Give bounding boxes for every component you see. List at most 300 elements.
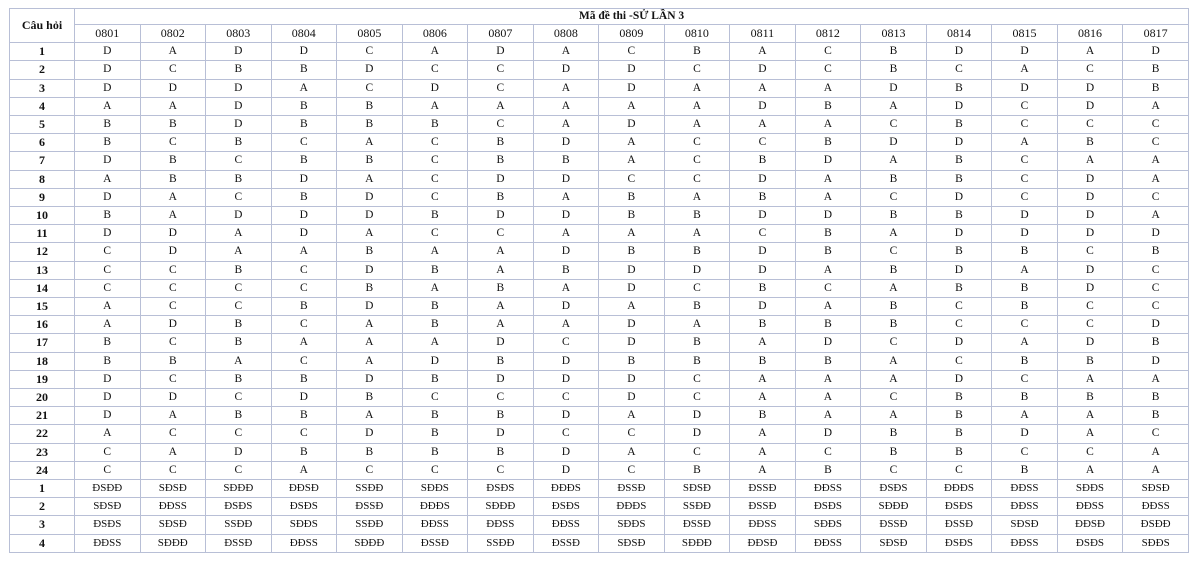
answer-cell: ĐĐĐS bbox=[599, 498, 665, 516]
answer-cell: C bbox=[206, 279, 272, 297]
answer-cell: A bbox=[75, 170, 141, 188]
answer-cell: C bbox=[599, 43, 665, 61]
answer-cell: ĐSSĐ bbox=[533, 534, 599, 552]
answer-cell: C bbox=[337, 461, 403, 479]
answer-cell: A bbox=[664, 188, 730, 206]
answer-cell: B bbox=[861, 170, 927, 188]
answer-cell: B bbox=[468, 443, 534, 461]
answer-cell: C bbox=[533, 334, 599, 352]
answer-cell: A bbox=[206, 352, 272, 370]
answer-cell: D bbox=[271, 207, 337, 225]
answer-cell: C bbox=[271, 352, 337, 370]
answer-cell: D bbox=[730, 243, 796, 261]
answer-cell: C bbox=[730, 134, 796, 152]
answer-cell: C bbox=[664, 134, 730, 152]
answer-cell: C bbox=[271, 425, 337, 443]
answer-cell: C bbox=[664, 61, 730, 79]
answer-cell: C bbox=[1123, 188, 1189, 206]
answer-cell: D bbox=[1057, 79, 1123, 97]
answer-cell: B bbox=[75, 116, 141, 134]
answer-cell: ĐĐSS bbox=[1123, 498, 1189, 516]
answer-cell: C bbox=[992, 170, 1058, 188]
answer-cell: D bbox=[599, 370, 665, 388]
question-number: 6 bbox=[10, 134, 75, 152]
answer-cell: B bbox=[992, 279, 1058, 297]
true-false-row bbox=[10, 516, 1189, 534]
answer-cell: C bbox=[664, 279, 730, 297]
answer-cell: A bbox=[206, 225, 272, 243]
answer-cell: A bbox=[533, 188, 599, 206]
answer-cell: D bbox=[1123, 225, 1189, 243]
answer-cell: D bbox=[861, 79, 927, 97]
multiple-choice-row bbox=[10, 170, 1189, 188]
multiple-choice-row bbox=[10, 43, 1189, 61]
answer-cell: A bbox=[599, 298, 665, 316]
answer-cell: D bbox=[1057, 225, 1123, 243]
answer-cell: C bbox=[664, 389, 730, 407]
answer-cell: A bbox=[730, 389, 796, 407]
answer-cell: A bbox=[402, 334, 468, 352]
answer-cell: A bbox=[468, 298, 534, 316]
answer-cell: SĐĐĐ bbox=[861, 498, 927, 516]
answer-cell: A bbox=[599, 225, 665, 243]
answer-cell: B bbox=[468, 152, 534, 170]
answer-cell: SĐĐĐ bbox=[140, 534, 206, 552]
answer-cell: SĐĐS bbox=[599, 516, 665, 534]
answer-cell: ĐĐSS bbox=[140, 498, 206, 516]
answer-cell: C bbox=[992, 116, 1058, 134]
answer-cell: C bbox=[206, 188, 272, 206]
answer-cell: D bbox=[337, 188, 403, 206]
answer-cell: C bbox=[1123, 298, 1189, 316]
answer-cell: B bbox=[468, 134, 534, 152]
answer-cell: D bbox=[468, 207, 534, 225]
answer-cell: C bbox=[664, 170, 730, 188]
answer-cell: D bbox=[75, 370, 141, 388]
answer-cell: C bbox=[861, 334, 927, 352]
answer-cell: ĐĐĐS bbox=[533, 480, 599, 498]
answer-cell: B bbox=[206, 370, 272, 388]
answer-cell: ĐSSĐ bbox=[599, 480, 665, 498]
answer-cell: B bbox=[1123, 243, 1189, 261]
exam-code-header: 0811 bbox=[730, 25, 796, 43]
question-number: 3 bbox=[10, 516, 75, 534]
question-number: 9 bbox=[10, 188, 75, 206]
answer-cell: C bbox=[992, 188, 1058, 206]
answer-cell: C bbox=[795, 279, 861, 297]
answer-cell: A bbox=[271, 79, 337, 97]
answer-cell: B bbox=[75, 134, 141, 152]
answer-cell: B bbox=[795, 134, 861, 152]
table-body bbox=[10, 43, 1189, 553]
multiple-choice-row bbox=[10, 425, 1189, 443]
answer-cell: A bbox=[599, 443, 665, 461]
answer-cell: D bbox=[730, 261, 796, 279]
answer-cell: D bbox=[795, 207, 861, 225]
answer-cell: D bbox=[992, 225, 1058, 243]
multiple-choice-row bbox=[10, 407, 1189, 425]
answer-cell: C bbox=[271, 261, 337, 279]
answer-cell: C bbox=[795, 61, 861, 79]
answer-cell: B bbox=[271, 370, 337, 388]
answer-cell: B bbox=[795, 225, 861, 243]
answer-cell: C bbox=[1123, 261, 1189, 279]
answer-cell: B bbox=[926, 79, 992, 97]
answer-cell: B bbox=[992, 243, 1058, 261]
true-false-row bbox=[10, 534, 1189, 552]
answer-cell: ĐĐSS bbox=[992, 498, 1058, 516]
answer-cell: A bbox=[861, 352, 927, 370]
answer-cell: D bbox=[337, 261, 403, 279]
answer-cell: A bbox=[271, 334, 337, 352]
answer-cell: C bbox=[861, 188, 927, 206]
multiple-choice-row bbox=[10, 188, 1189, 206]
answer-cell: ĐSSĐ bbox=[730, 480, 796, 498]
answer-cell: D bbox=[926, 334, 992, 352]
answer-cell: B bbox=[140, 170, 206, 188]
answer-cell: D bbox=[992, 43, 1058, 61]
answer-cell: C bbox=[992, 370, 1058, 388]
answer-cell: B bbox=[271, 61, 337, 79]
answer-cell: B bbox=[337, 279, 403, 297]
answer-cell: B bbox=[926, 170, 992, 188]
answer-cell: D bbox=[926, 261, 992, 279]
answer-cell: B bbox=[795, 243, 861, 261]
answer-cell: B bbox=[861, 43, 927, 61]
answer-cell: D bbox=[664, 407, 730, 425]
exam-code-header: 0808 bbox=[533, 25, 599, 43]
answer-cell: C bbox=[75, 261, 141, 279]
answer-cell: D bbox=[664, 261, 730, 279]
answer-cell: A bbox=[75, 298, 141, 316]
answer-cell: C bbox=[664, 152, 730, 170]
answer-cell: D bbox=[533, 370, 599, 388]
question-number: 20 bbox=[10, 389, 75, 407]
answer-cell: A bbox=[664, 225, 730, 243]
answer-cell: C bbox=[795, 43, 861, 61]
answer-cell: C bbox=[1057, 116, 1123, 134]
answer-cell: B bbox=[1057, 389, 1123, 407]
multiple-choice-row bbox=[10, 443, 1189, 461]
answer-cell: C bbox=[75, 279, 141, 297]
answer-cell: B bbox=[533, 261, 599, 279]
answer-cell: C bbox=[206, 389, 272, 407]
answer-cell: B bbox=[337, 97, 403, 115]
multiple-choice-row bbox=[10, 243, 1189, 261]
answer-cell: A bbox=[533, 279, 599, 297]
answer-cell: A bbox=[795, 170, 861, 188]
exam-code-header: 0809 bbox=[599, 25, 665, 43]
answer-cell: C bbox=[1123, 116, 1189, 134]
answer-cell: B bbox=[664, 352, 730, 370]
answer-cell: C bbox=[795, 443, 861, 461]
answer-cell: ĐĐSS bbox=[271, 534, 337, 552]
answer-cell: A bbox=[730, 116, 796, 134]
answer-cell: A bbox=[599, 152, 665, 170]
answer-cell: B bbox=[468, 279, 534, 297]
answer-cell: D bbox=[533, 207, 599, 225]
answer-cell: A bbox=[1123, 170, 1189, 188]
answer-cell: ĐSSĐ bbox=[402, 534, 468, 552]
answer-cell: D bbox=[75, 389, 141, 407]
answer-cell: A bbox=[861, 407, 927, 425]
answer-cell: C bbox=[468, 225, 534, 243]
answer-cell: SĐSĐ bbox=[861, 534, 927, 552]
answer-cell: A bbox=[468, 316, 534, 334]
answer-cell: B bbox=[271, 116, 337, 134]
answer-cell: B bbox=[75, 207, 141, 225]
answer-cell: A bbox=[1123, 207, 1189, 225]
answer-cell: SĐĐĐ bbox=[664, 534, 730, 552]
answer-cell: D bbox=[468, 43, 534, 61]
answer-cell: B bbox=[926, 243, 992, 261]
answer-cell: A bbox=[1123, 152, 1189, 170]
question-number: 22 bbox=[10, 425, 75, 443]
answer-cell: C bbox=[992, 97, 1058, 115]
answer-cell: ĐSSĐ bbox=[926, 516, 992, 534]
answer-cell: C bbox=[271, 316, 337, 334]
answer-cell: A bbox=[861, 279, 927, 297]
answer-cell: C bbox=[140, 298, 206, 316]
answer-cell: A bbox=[140, 188, 206, 206]
answer-cell: ĐSĐS bbox=[795, 498, 861, 516]
question-number: 8 bbox=[10, 170, 75, 188]
answer-cell: B bbox=[664, 334, 730, 352]
answer-cell: B bbox=[664, 461, 730, 479]
answer-cell: D bbox=[599, 334, 665, 352]
answer-cell: C bbox=[75, 443, 141, 461]
answer-cell: SĐĐS bbox=[402, 480, 468, 498]
exam-code-header: 0802 bbox=[140, 25, 206, 43]
answer-cell: A bbox=[795, 79, 861, 97]
answer-cell: D bbox=[337, 298, 403, 316]
answer-cell: C bbox=[140, 334, 206, 352]
answer-cell: C bbox=[861, 116, 927, 134]
answer-cell: C bbox=[75, 243, 141, 261]
answer-cell: D bbox=[533, 61, 599, 79]
answer-cell: A bbox=[1123, 443, 1189, 461]
answer-cell: A bbox=[533, 316, 599, 334]
answer-cell: ĐSSĐ bbox=[664, 516, 730, 534]
answer-cell: D bbox=[1123, 43, 1189, 61]
answer-cell: C bbox=[140, 279, 206, 297]
answer-cell: D bbox=[730, 97, 796, 115]
answer-cell: C bbox=[992, 316, 1058, 334]
answer-cell: A bbox=[861, 152, 927, 170]
answer-cell: B bbox=[206, 134, 272, 152]
multiple-choice-row bbox=[10, 61, 1189, 79]
answer-cell: ĐSĐĐ bbox=[1123, 516, 1189, 534]
answer-cell: C bbox=[206, 425, 272, 443]
answer-cell: B bbox=[861, 316, 927, 334]
answer-cell: C bbox=[206, 298, 272, 316]
answer-cell: C bbox=[402, 61, 468, 79]
answer-cell: A bbox=[337, 170, 403, 188]
answer-cell: D bbox=[271, 170, 337, 188]
answer-cell: C bbox=[337, 79, 403, 97]
answer-cell: B bbox=[271, 407, 337, 425]
answer-cell: D bbox=[337, 207, 403, 225]
answer-cell: D bbox=[75, 152, 141, 170]
answer-cell: A bbox=[795, 389, 861, 407]
answer-cell: A bbox=[533, 79, 599, 97]
answer-cell: B bbox=[337, 443, 403, 461]
answer-cell: SSĐĐ bbox=[468, 534, 534, 552]
answer-cell: D bbox=[140, 243, 206, 261]
answer-cell: B bbox=[926, 407, 992, 425]
answer-cell: B bbox=[992, 352, 1058, 370]
answer-cell: SSĐĐ bbox=[337, 480, 403, 498]
answer-cell: SSĐĐ bbox=[337, 516, 403, 534]
answer-cell: ĐSĐS bbox=[75, 516, 141, 534]
answer-cell: ĐĐSĐ bbox=[271, 480, 337, 498]
answer-cell: D bbox=[75, 407, 141, 425]
answer-cell: B bbox=[140, 352, 206, 370]
answer-cell: B bbox=[402, 116, 468, 134]
answer-cell: D bbox=[795, 152, 861, 170]
answer-cell: A bbox=[337, 407, 403, 425]
answer-cell: A bbox=[861, 225, 927, 243]
answer-cell: C bbox=[75, 461, 141, 479]
answer-cell: A bbox=[992, 61, 1058, 79]
answer-cell: C bbox=[599, 461, 665, 479]
multiple-choice-row bbox=[10, 389, 1189, 407]
answer-cell: D bbox=[206, 443, 272, 461]
answer-cell: B bbox=[271, 188, 337, 206]
answer-cell: SĐĐS bbox=[1057, 480, 1123, 498]
answer-cell: B bbox=[926, 279, 992, 297]
answer-cell: ĐĐĐS bbox=[402, 498, 468, 516]
answer-cell: B bbox=[468, 188, 534, 206]
answer-cell: B bbox=[337, 243, 403, 261]
question-number: 1 bbox=[10, 480, 75, 498]
answer-cell: A bbox=[337, 316, 403, 334]
answer-cell: B bbox=[271, 97, 337, 115]
question-number: 16 bbox=[10, 316, 75, 334]
answer-cell: A bbox=[271, 461, 337, 479]
answer-cell: A bbox=[402, 279, 468, 297]
answer-cell: C bbox=[599, 425, 665, 443]
question-number: 3 bbox=[10, 79, 75, 97]
answer-cell: C bbox=[468, 461, 534, 479]
answer-cell: SĐSĐ bbox=[992, 516, 1058, 534]
answer-cell: C bbox=[402, 170, 468, 188]
answer-cell: ĐĐSS bbox=[795, 480, 861, 498]
answer-cell: B bbox=[1123, 334, 1189, 352]
answer-cell: SĐSĐ bbox=[664, 480, 730, 498]
answer-cell: A bbox=[402, 43, 468, 61]
question-number: 17 bbox=[10, 334, 75, 352]
answer-cell: B bbox=[271, 443, 337, 461]
answer-cell: D bbox=[1057, 188, 1123, 206]
answer-cell: B bbox=[599, 188, 665, 206]
answer-cell: D bbox=[730, 207, 796, 225]
answer-cell: A bbox=[468, 243, 534, 261]
multiple-choice-row bbox=[10, 152, 1189, 170]
answer-cell: B bbox=[206, 407, 272, 425]
answer-cell: A bbox=[337, 134, 403, 152]
answer-cell: C bbox=[861, 243, 927, 261]
answer-cell: D bbox=[140, 79, 206, 97]
answer-cell: A bbox=[795, 407, 861, 425]
answer-cell: SĐSĐ bbox=[140, 480, 206, 498]
question-number: 21 bbox=[10, 407, 75, 425]
answer-cell: B bbox=[1123, 79, 1189, 97]
question-number: 4 bbox=[10, 534, 75, 552]
answer-cell: B bbox=[861, 261, 927, 279]
answer-cell: D bbox=[271, 225, 337, 243]
answer-cell: D bbox=[75, 43, 141, 61]
answer-cell: B bbox=[1057, 352, 1123, 370]
answer-cell: C bbox=[206, 152, 272, 170]
answer-cell: D bbox=[468, 370, 534, 388]
exam-code-header: 0801 bbox=[75, 25, 141, 43]
question-number: 2 bbox=[10, 498, 75, 516]
answer-cell: SĐĐS bbox=[271, 516, 337, 534]
answer-cell: C bbox=[992, 443, 1058, 461]
answer-cell: D bbox=[206, 116, 272, 134]
multiple-choice-row bbox=[10, 370, 1189, 388]
answer-cell: D bbox=[271, 43, 337, 61]
answer-cell: A bbox=[140, 207, 206, 225]
answer-cell: A bbox=[140, 43, 206, 61]
question-number: 18 bbox=[10, 352, 75, 370]
answer-cell: A bbox=[533, 43, 599, 61]
answer-cell: A bbox=[730, 334, 796, 352]
question-number: 5 bbox=[10, 116, 75, 134]
answer-cell: A bbox=[75, 425, 141, 443]
answer-cell: ĐSĐS bbox=[926, 498, 992, 516]
answer-cell: D bbox=[75, 79, 141, 97]
answer-cell: A bbox=[337, 334, 403, 352]
answer-cell: B bbox=[599, 207, 665, 225]
answer-cell: C bbox=[1057, 298, 1123, 316]
answer-cell: A bbox=[730, 370, 796, 388]
answer-cell: SĐSĐ bbox=[1123, 480, 1189, 498]
answer-cell: ĐSĐS bbox=[861, 480, 927, 498]
answer-cell: ĐĐSĐ bbox=[730, 534, 796, 552]
answer-cell: D bbox=[992, 79, 1058, 97]
answer-cell: B bbox=[861, 207, 927, 225]
answer-cell: C bbox=[926, 352, 992, 370]
answer-cell: B bbox=[402, 298, 468, 316]
answer-cell: C bbox=[533, 425, 599, 443]
answer-cell: A bbox=[337, 352, 403, 370]
answer-cell: B bbox=[599, 352, 665, 370]
answer-cell: A bbox=[533, 97, 599, 115]
answer-cell: A bbox=[402, 97, 468, 115]
answer-cell: D bbox=[533, 170, 599, 188]
answer-cell: B bbox=[730, 316, 796, 334]
answer-cell: A bbox=[664, 79, 730, 97]
question-number: 23 bbox=[10, 443, 75, 461]
answer-cell: D bbox=[533, 461, 599, 479]
answer-cell: ĐSĐS bbox=[468, 480, 534, 498]
question-number: 10 bbox=[10, 207, 75, 225]
answer-cell: D bbox=[468, 170, 534, 188]
answer-cell: D bbox=[1057, 279, 1123, 297]
answer-cell: B bbox=[206, 316, 272, 334]
answer-cell: C bbox=[402, 225, 468, 243]
answer-cell: A bbox=[1123, 97, 1189, 115]
answer-cell: C bbox=[140, 425, 206, 443]
question-column-header: Câu hỏi bbox=[10, 9, 75, 43]
answer-cell: B bbox=[402, 425, 468, 443]
answer-cell: B bbox=[1123, 407, 1189, 425]
answer-cell: D bbox=[599, 389, 665, 407]
answer-cell: A bbox=[1123, 370, 1189, 388]
answer-cell: ĐSĐS bbox=[926, 534, 992, 552]
